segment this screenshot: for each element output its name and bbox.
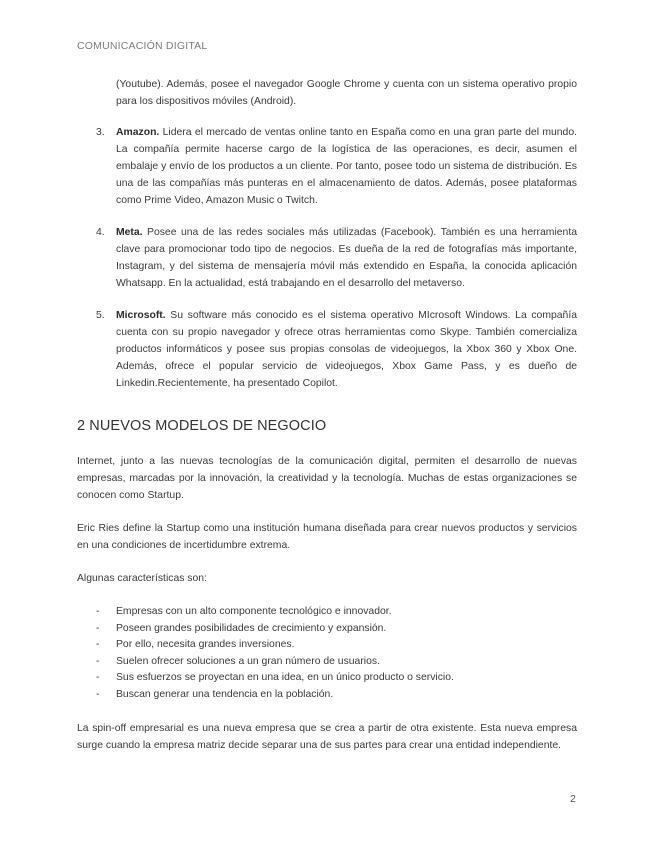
list-item-amazon	[77, 124, 577, 209]
company-description: Lidera el mercado de ventas online tanto en España como en una gran parte del mundo. La compañía permite hacerse cargo de la logística de las operaciones, es decir, asumen el embalaje y envío de los productos a un cliente. Por tanto, posee todo un sistema de distribución. Es una de las compañías más punteras en el almacenamiento de datos. Además, posee plataformas como Prime Video, Amazon Music o Twitch.	[116, 127, 577, 206]
paragraph-eric-ries: Eric Ries define la Startup como una institución humana diseñada para crear nuevos productos y servicios en una condiciones de incertidumbre extrema.	[77, 523, 577, 551]
company-name: Microsoft.	[116, 310, 166, 321]
bullet-dash: -	[96, 672, 100, 684]
paragraph-startups: Internet, junto a las nuevas tecnologías de la comunicación digital, permiten el desarrollo de nuevas empresas, marcadas por la innovación, la creatividad y la tecnología. Muchas de estas organizaciones se conocen como Startup.	[77, 456, 577, 501]
company-name: Meta.	[116, 227, 143, 238]
bullet-dash: -	[96, 655, 100, 667]
list-item-text	[116, 124, 577, 209]
list-item-meta	[77, 224, 577, 292]
list-item: - Empresas con un alto componente tecnológico e innovador.	[77, 604, 577, 621]
company-name: Amazon.	[116, 127, 160, 138]
company-description: Posee una de las redes sociales más utilizadas (Facebook). También es una herramienta clave para promocionar todo tipo de negocios. Es dueña de la red de fotografías más importante, Instagram, y del sistema de mensajería móvil más extendido en España, la conocida aplicación Whatsapp. En la actualidad, está trabajando en el desarrollo del metaverso.	[116, 227, 577, 289]
section-heading: 2 NUEVOS MODELOS DE NEGOCIO	[77, 418, 327, 434]
company-description: Su software más conocido es el sistema operativo MIcrosoft Windows. La compañía cuenta con su propio navegador y ofrece otras herramientas como Skype. También comercializa productos informáticos y posee sus propias consolas de videojuegos, la Xbox 360 y Xbox One. Además, ofrece el popular servicio de videojuegos, Xbox Game Pass, y es dueño de Linkedin.Recientemente, ha presentado Copilot.	[116, 310, 577, 389]
running-header: COMUNICACIÓN DIGITAL	[77, 40, 208, 52]
paragraph-characteristics-intro: Algunas características son:	[77, 573, 207, 584]
paragraph-spin-off: La spin-off empresarial es una nueva empresa que se crea a partir de otra existente. Esta nueva empresa surge cuando la empresa matriz decide separar una de sus partes para crear una entidad independiente.	[77, 722, 577, 751]
bullet-dash: -	[96, 622, 100, 634]
companies-list	[77, 124, 577, 392]
intro-continuation: (Youtube). Además, posee el navegador Google Chrome y cuenta con un sistema operativo propio para los dispositivos móviles (Android).	[116, 79, 577, 107]
bullet-dash: -	[96, 639, 100, 651]
list-number: 5.	[96, 310, 105, 321]
bullet-dash: -	[96, 606, 100, 617]
characteristics-list	[77, 604, 577, 704]
list-item: - Sus esfuerzos se proyectan en una idea, en un único producto o servicio.	[77, 670, 577, 687]
page-number: 2	[570, 793, 576, 805]
list-item: - Suelen ofrecer soluciones a un gran número de usuarios.	[77, 654, 577, 671]
list-number: 4.	[96, 227, 105, 238]
list-item: - Buscan generar una tendencia en la población.	[77, 687, 577, 704]
list-item: - Poseen grandes posibilidades de crecimiento y expansión.	[77, 621, 577, 638]
list-item-text	[116, 307, 577, 392]
list-item-text	[116, 224, 577, 292]
list-number: 3.	[96, 127, 105, 138]
document-body	[77, 76, 577, 754]
bullet-dash: -	[96, 688, 100, 700]
list-item: - Por ello, necesita grandes inversiones.	[77, 637, 577, 654]
list-item-microsoft	[77, 307, 577, 392]
